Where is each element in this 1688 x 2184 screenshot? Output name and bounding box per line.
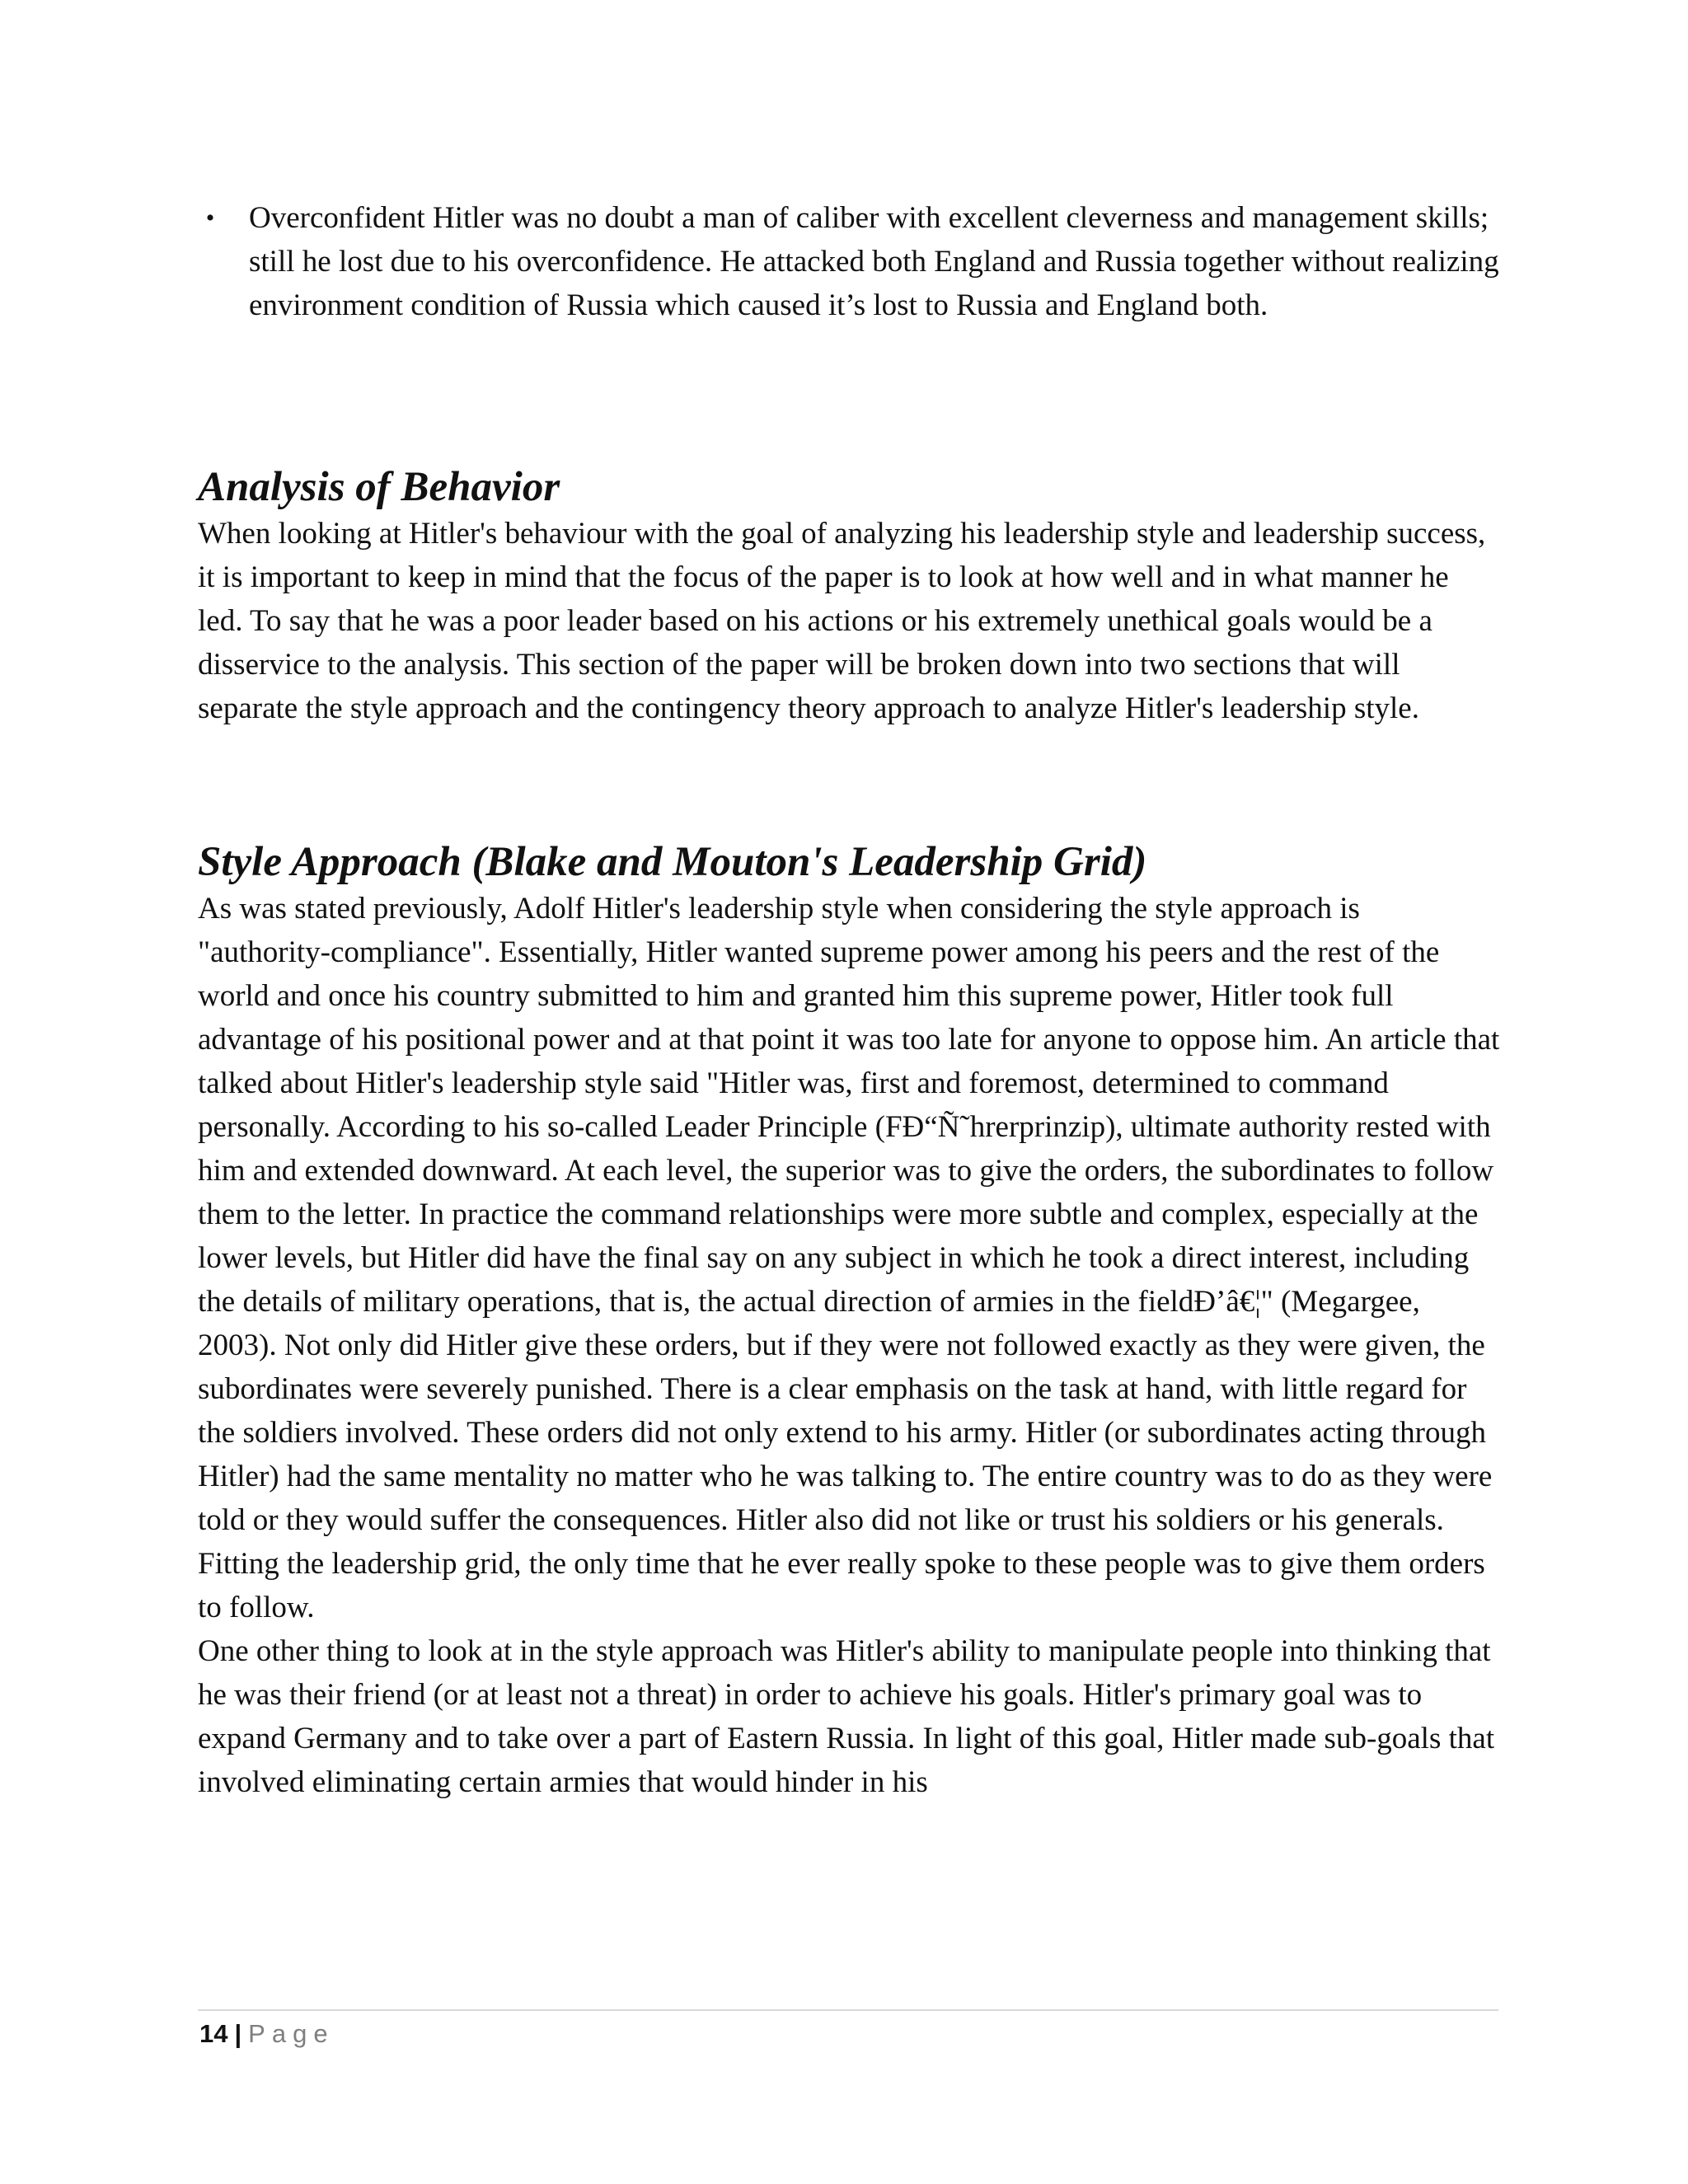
section-paragraph: One other thing to look at in the style approach was Hitler's ability to manipulate people into thinking that he was their friend (or at least not a threat) in order to achieve his goals. Hitler's primary goal was to expand Germany and to take over a part of Eastern Russia. In light of this goal, Hitler made sub-goals that involved eliminating certain armies that would hinder in his [198, 1634, 1495, 1799]
section-paragraph: When looking at Hitler's behaviour with the goal of analyzing his leadership style and leadership success, it is important to keep in mind that the focus of the paper is to look at how well and in what manner he led. To say that he was a poor leader based on his actions or his extremely unethical goals would be a disservice to the analysis. This section of the paper will be broken down into two sections that will separate the style approach and the contingency theory approach to analyze Hitler's leadership style. [198, 517, 1486, 725]
section-heading-style-approach: Style Approach (Blake and Mouton's Leadership Grid) [198, 839, 1147, 885]
page-content [198, 196, 1500, 1804]
bullet-list [198, 196, 1500, 327]
section-heading-analysis-of-behavior: Analysis of Behavior [198, 464, 560, 510]
footer-divider [198, 2009, 1498, 2011]
bullet-marker: • [205, 204, 215, 232]
section-paragraph: As was stated previously, Adolf Hitler's leadership style when considering the style approach is "authority-compliance". Essentially, Hitler wanted supreme power among his peers and the rest of the world and once his country submitted to him and granted him this supreme power, Hitler took full advantage of his positional power and at that point it was too late for anyone to oppose him. An article that talked about Hitler's leadership style said "Hitler was, first and foremost, determined to command personally. According to his so-called Leader Principle (FÐ“Ñ˜hrerprinzip), ultimate authority rested with him and extended downward. At each level, the superior was to give the orders, the subordinates to follow them to the letter. In practice the command relationships were more subtle and complex, especially at the lower levels, but Hitler did have the final say on any subject in which he took a direct interest, including the details of military operations, that is, the actual direction of armies in the fieldÐ’â€¦" (Megargee, 2003). Not only did Hitler give these orders, but if they were not followed exactly as they were given, the subordinates were severely punished. There is a clear emphasis on the task at hand, with little regard for the soldiers involved. These orders did not only extend to his army. Hitler (or subordinates acting through Hitler) had the same mentality no matter who he was talking to. The entire country was to do as they were told or they would suffer the consequences. Hitler also did not like or trust his soldiers or his generals. Fitting the leadership grid, the only time that he ever really spoke to these people was to give them orders to follow. [198, 892, 1500, 1624]
page-label: Page [248, 2019, 335, 2048]
page-footer [199, 2018, 335, 2050]
footer-separator: | [234, 2019, 242, 2048]
page-number: 14 [199, 2019, 228, 2048]
bullet-text: Overconfident Hitler was no doubt a man of caliber with excellent cleverness and management skills; still he lost due to his overconfidence. He attacked both England and Russia together without realizing environment condition of Russia which caused it’s lost to Russia and England both. [249, 201, 1499, 322]
bullet-item [198, 196, 1502, 327]
